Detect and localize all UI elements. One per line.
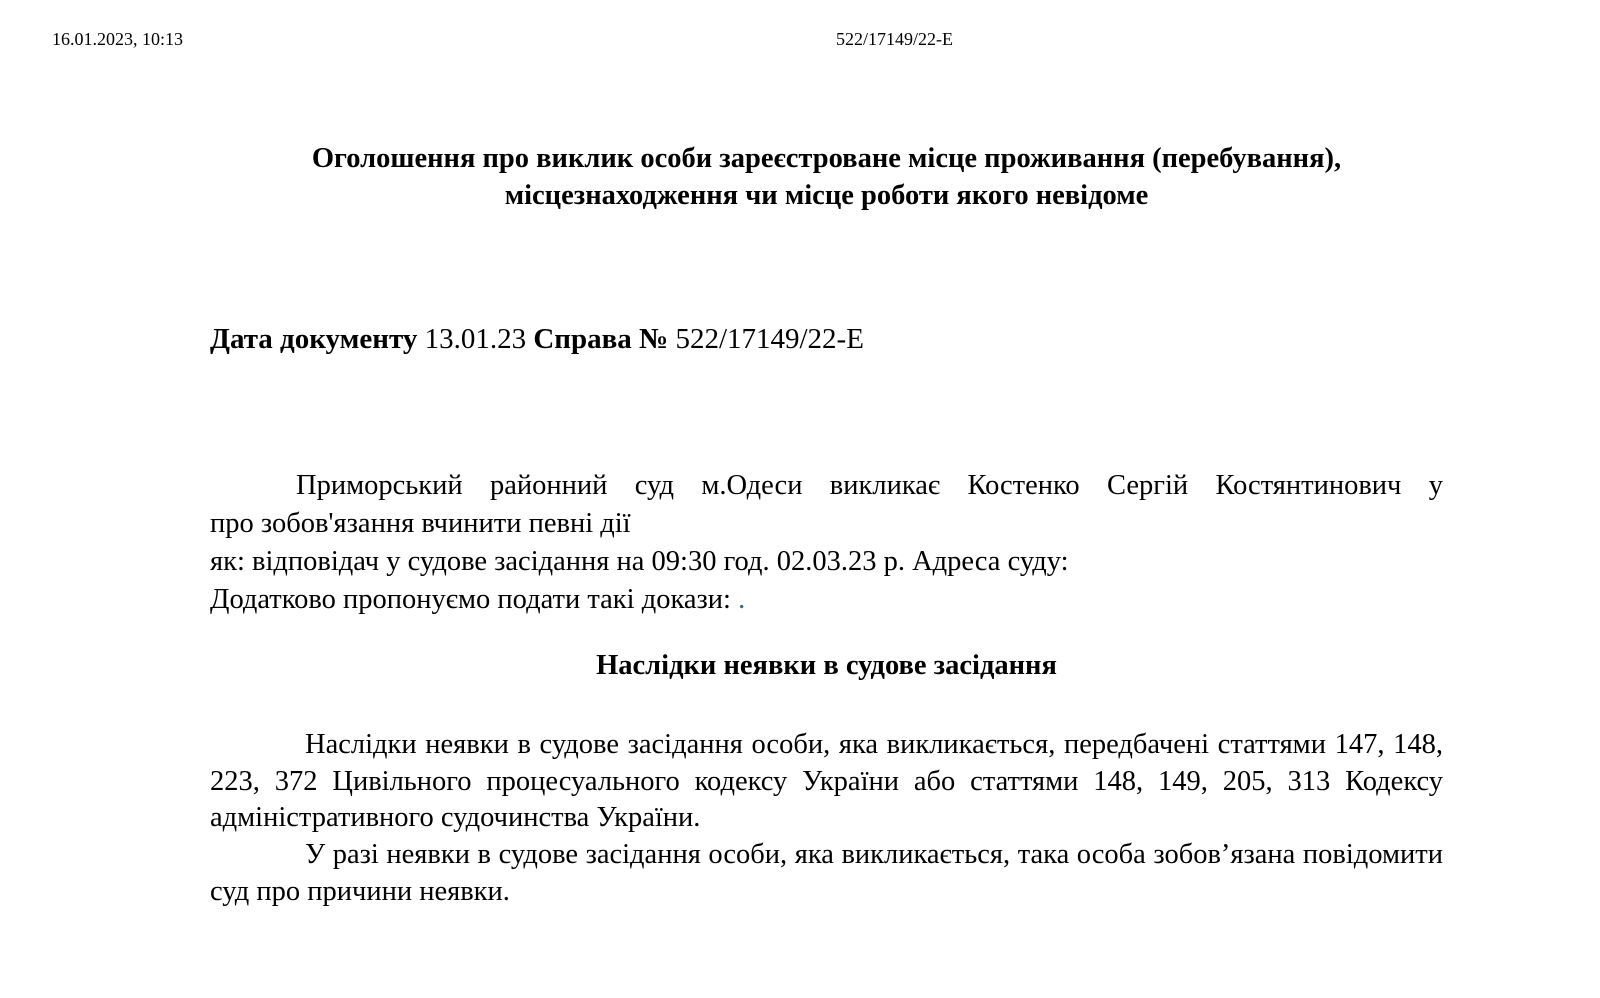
print-datetime: 16.01.2023, 10:13 [52,29,184,49]
case-label: Справа № [533,323,669,355]
header-case-ref: 522/17149/22-Е [836,29,953,49]
date-label: Дата документу [210,323,418,355]
consequences-body [210,727,1443,911]
document-meta [210,323,864,356]
summons-line-2: про зобов'язання вчинити певні дії [210,508,631,539]
consequences-paragraph-1: Наслідки неявки в судове засідання особи, яка викликається, передбачені статтями 147, 148, 223, 372 Цивільного процесуального кодексу України або статтями 148, 149, 205, 313 Кодексу адміністративного судочинства України. [210,729,1443,834]
consequences-heading: Наслідки неявки в судове засідання [596,650,1057,681]
consequences-paragraph-2: У разі неявки в судове засідання особи, яка викликається, така особа зобов’язана повідомити суд про причини неявки. [210,839,1443,907]
case-value: 522/17149/22-Е [675,323,864,355]
evidence-link[interactable]: . [738,584,746,615]
title-line-1: Оголошення про виклик особи зареєстроване місце проживання (перебування), [311,143,1342,174]
date-value: 13.01.23 [424,323,527,355]
document-title [210,140,1443,214]
summons-line-1: Приморський районний суд м.Одеси викликає Костенко Сергій Костянтинович у [296,470,1443,501]
summons-line-3: як: відповідач у судове засідання на 09:30 год. 02.03.23 р. Адреса суду: [210,546,1069,577]
summons-paragraph [210,467,1443,619]
summons-line-4: Додатково пропонуємо подати такі докази: [210,584,739,615]
title-line-2: місцезнаходження чи місце роботи якого невідоме [504,180,1149,211]
